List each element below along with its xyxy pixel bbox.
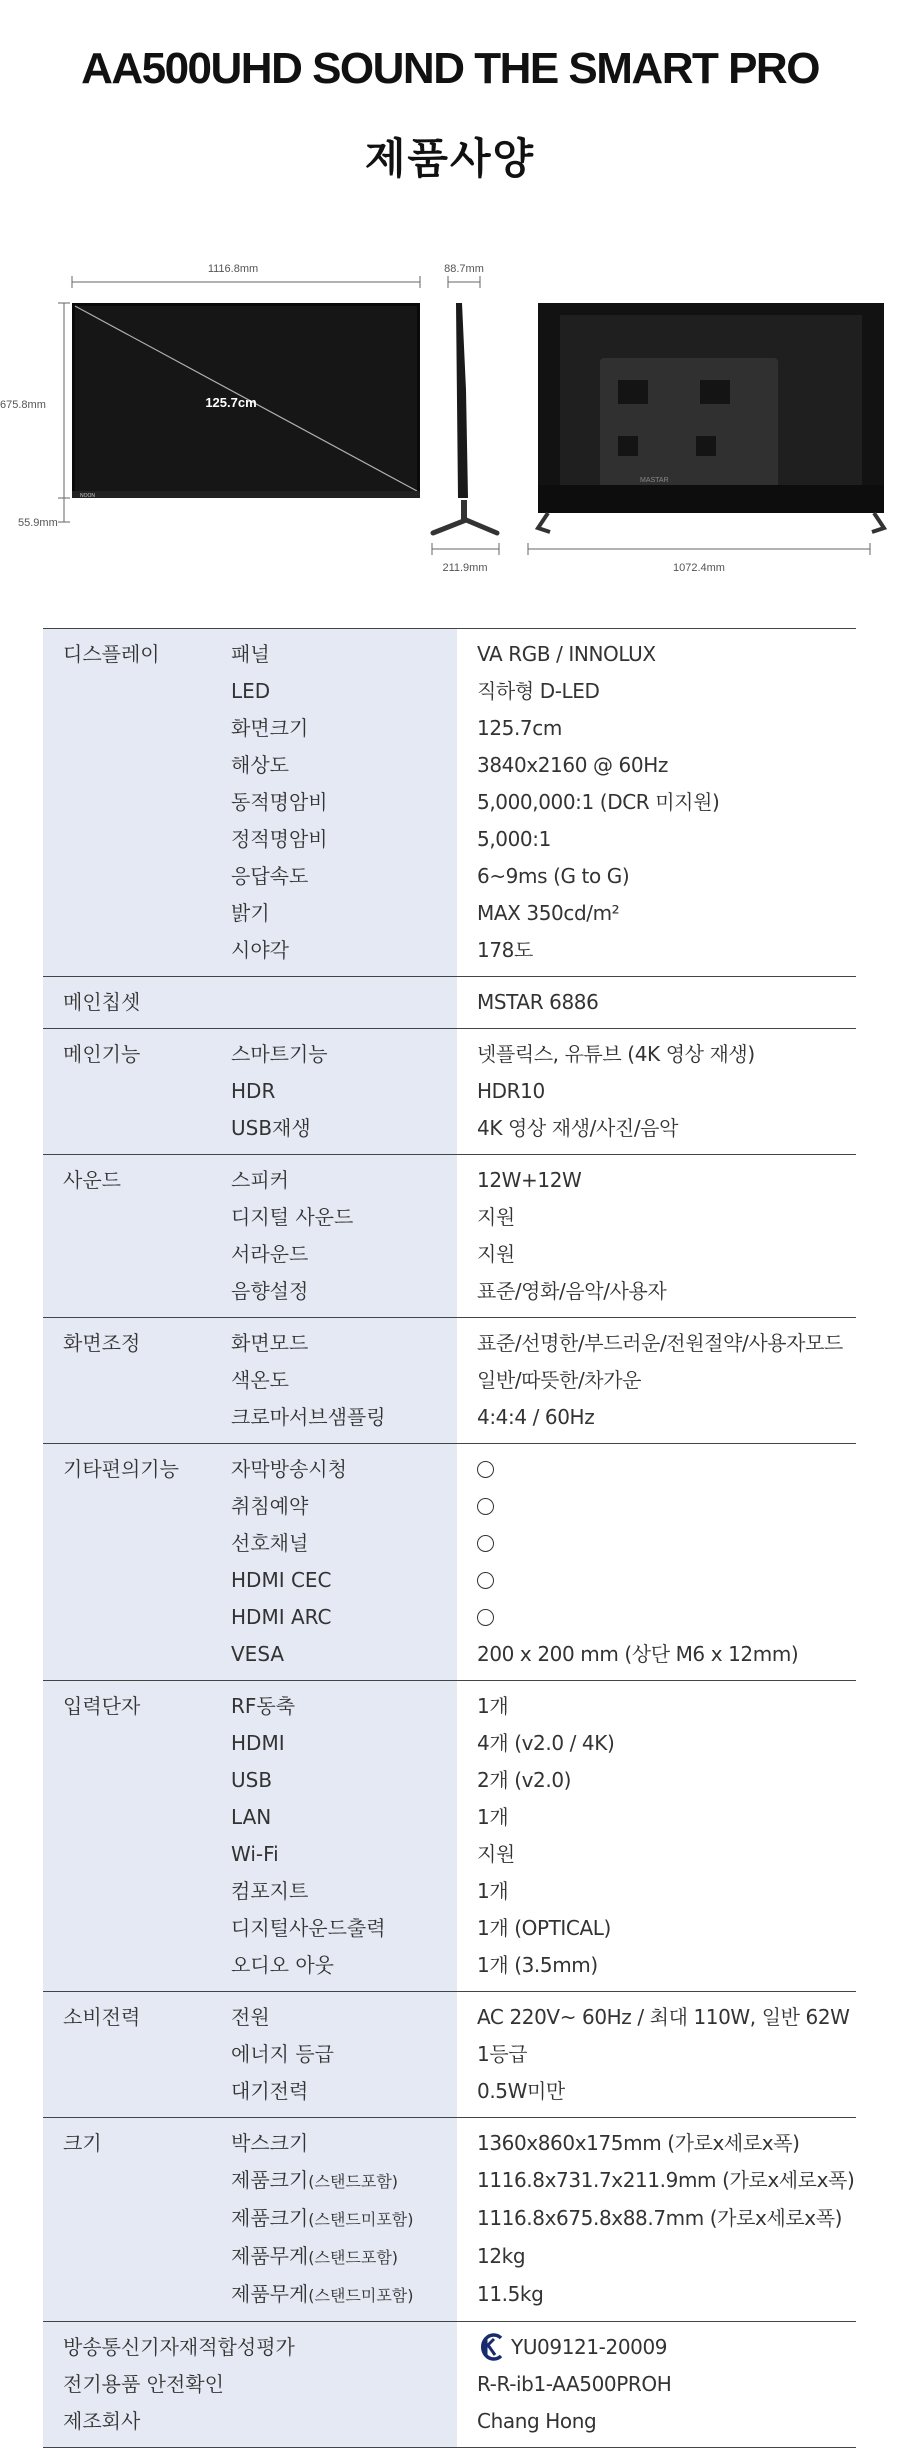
certification-label: 방송통신기자재적합성평가 xyxy=(43,2322,457,2367)
spec-label-text: 응답속도 xyxy=(231,864,309,888)
spec-category xyxy=(43,1799,209,1836)
spec-value-text: 1등급 xyxy=(477,2042,528,2066)
certification-label: 전기용품 안전확인 xyxy=(43,2366,457,2403)
spec-label xyxy=(209,2118,457,2163)
spec-value xyxy=(457,2073,856,2118)
spec-value-text: 표준/영화/음악/사용자 xyxy=(477,1279,667,1303)
spec-value xyxy=(457,1725,856,1762)
spec-row xyxy=(43,1762,856,1799)
spec-value-text: 1116.8x731.7x211.9mm (가로x세로x폭) xyxy=(477,2168,855,2192)
spec-value xyxy=(457,1073,856,1110)
spec-category xyxy=(43,1562,209,1599)
spec-value-text: 지원 xyxy=(477,1242,515,1266)
spec-label xyxy=(209,1636,457,1681)
spec-label-text: 화면모드 xyxy=(231,1331,309,1355)
spec-value-text: 1116.8x675.8x88.7mm (가로x세로x폭) xyxy=(477,2206,843,2230)
spec-label xyxy=(209,1399,457,1444)
spec-value xyxy=(457,1799,856,1836)
spec-label-text: 에너지 등급 xyxy=(231,2042,334,2066)
supported-circle-icon xyxy=(477,1461,494,1478)
width-label: 1116.8mm xyxy=(207,263,259,275)
spec-category: 화면조정 xyxy=(43,1318,209,1363)
spec-value xyxy=(457,1029,856,1074)
brand-mark: NOON xyxy=(80,493,95,499)
spec-value xyxy=(457,932,856,977)
spec-category xyxy=(43,1199,209,1236)
spec-label-note: (스탠드미포함) xyxy=(308,2286,414,2305)
spec-row xyxy=(43,1599,856,1636)
back-view xyxy=(528,303,884,574)
spec-row xyxy=(43,1910,856,1947)
spec-value-text: 일반/따뜻한/차가운 xyxy=(477,1368,642,1392)
spec-row xyxy=(43,784,856,821)
spec-row xyxy=(43,673,856,710)
spec-category xyxy=(43,2073,209,2118)
product-dimension-diagram xyxy=(0,260,900,590)
certification-value-text: YU09121-20009 xyxy=(511,2335,668,2359)
spec-label xyxy=(209,1110,457,1155)
certification-row xyxy=(43,2403,856,2448)
spec-label-text: 크로마서브샘플링 xyxy=(231,1405,386,1429)
spec-value xyxy=(457,858,856,895)
stand-depth-label: 211.9mm xyxy=(442,562,488,574)
spec-value xyxy=(457,2036,856,2073)
front-view xyxy=(0,263,420,529)
spec-category xyxy=(43,1762,209,1799)
spec-category xyxy=(43,895,209,932)
spec-label-text: 자막방송시청 xyxy=(231,1457,347,1481)
spec-value-text: 4K 영상 재생/사진/음악 xyxy=(477,1116,678,1140)
spec-label xyxy=(209,1947,457,1992)
spec-row xyxy=(43,1725,856,1762)
spec-value xyxy=(457,1562,856,1599)
spec-row xyxy=(43,1636,856,1681)
spec-value xyxy=(457,1444,856,1489)
page-title: AA500UHD SOUND THE SMART PRO xyxy=(81,44,819,93)
spec-category: 메인칩셋 xyxy=(43,977,209,1029)
spec-value xyxy=(457,2200,856,2238)
spec-value xyxy=(457,1155,856,1200)
spec-value-text: 12kg xyxy=(477,2244,526,2268)
spec-label-text: 선호채널 xyxy=(231,1531,309,1555)
spec-row xyxy=(43,1947,856,1992)
spec-category xyxy=(43,1910,209,1947)
spec-label xyxy=(209,895,457,932)
spec-label-text: LAN xyxy=(231,1805,272,1829)
spec-category xyxy=(43,2276,209,2322)
spec-label xyxy=(209,1444,457,1489)
spec-category xyxy=(43,1725,209,1762)
spec-value-text: 4개 (v2.0 / 4K) xyxy=(477,1731,615,1755)
spec-value xyxy=(457,784,856,821)
spec-category xyxy=(43,2162,209,2200)
spec-label xyxy=(209,932,457,977)
spec-category xyxy=(43,1599,209,1636)
spec-label xyxy=(209,2073,457,2118)
page-subtitle: 제품사양 xyxy=(364,134,536,183)
spec-value-text: 1개 xyxy=(477,1694,509,1718)
spec-label-text: VESA xyxy=(231,1642,285,1666)
spec-label xyxy=(209,629,457,674)
spec-label xyxy=(209,1992,457,2037)
spec-label-text: 해상도 xyxy=(231,753,289,777)
spec-label xyxy=(209,2238,457,2276)
spec-category xyxy=(43,1236,209,1273)
spec-value-text: 직하형 D-LED xyxy=(477,679,600,703)
spec-category xyxy=(43,1525,209,1562)
spec-row xyxy=(43,2036,856,2073)
spec-value-text: 2개 (v2.0) xyxy=(477,1768,572,1792)
spec-value xyxy=(457,1762,856,1799)
supported-circle-icon xyxy=(477,1498,494,1515)
spec-row xyxy=(43,1073,856,1110)
spec-label xyxy=(209,1273,457,1318)
spec-label-text: 시야각 xyxy=(231,938,289,962)
spec-category: 크기 xyxy=(43,2118,209,2163)
spec-label-text: 색온도 xyxy=(231,1368,289,1392)
spec-value-text: 지원 xyxy=(477,1842,515,1866)
spec-value xyxy=(457,1836,856,1873)
spec-row xyxy=(43,977,856,1029)
spec-label-text: 대기전력 xyxy=(231,2079,309,2103)
spec-label xyxy=(209,673,457,710)
spec-label-text: HDMI CEC xyxy=(231,1568,332,1592)
spec-category: 메인기능 xyxy=(43,1029,209,1074)
spec-value-text: MSTAR 6886 xyxy=(477,990,599,1014)
spec-value xyxy=(457,1273,856,1318)
spec-label xyxy=(209,1762,457,1799)
spec-category xyxy=(43,1362,209,1399)
spec-label-text: 제품무게 xyxy=(231,2282,309,2306)
spec-value xyxy=(457,2118,856,2163)
spec-label-text: HDR xyxy=(231,1079,276,1103)
spec-label-text: 컴포지트 xyxy=(231,1879,309,1903)
spec-label-text: 음향설정 xyxy=(231,1279,309,1303)
spec-value-text: 0.5W미만 xyxy=(477,2079,565,2103)
spec-row xyxy=(43,2118,856,2163)
spec-label-text: 서라운드 xyxy=(231,1242,309,1266)
spec-value xyxy=(457,1110,856,1155)
spec-value-text: 지원 xyxy=(477,1205,515,1229)
certification-row xyxy=(43,2322,856,2367)
spec-label xyxy=(209,2276,457,2322)
spec-value-text: 1개 (3.5mm) xyxy=(477,1953,598,1977)
spec-value-text: 표준/선명한/부드러운/전원절약/사용자모드 xyxy=(477,1331,843,1355)
spec-label xyxy=(209,784,457,821)
spec-group xyxy=(43,2118,856,2322)
spec-label-text: 디지털사운드출력 xyxy=(231,1916,386,1940)
spec-label xyxy=(209,1562,457,1599)
spec-value-text: 125.7cm xyxy=(477,716,562,740)
spec-value-text: 200 x 200 mm (상단 M6 x 12mm) xyxy=(477,1642,799,1666)
spec-value xyxy=(457,821,856,858)
spec-category xyxy=(43,2200,209,2238)
spec-label-text: 패널 xyxy=(231,642,270,666)
spec-group xyxy=(43,977,856,1029)
spec-group xyxy=(43,629,856,977)
spec-category xyxy=(43,1873,209,1910)
spec-row xyxy=(43,821,856,858)
spec-category xyxy=(43,1110,209,1155)
spec-group xyxy=(43,1155,856,1318)
spec-value-text: 1개 xyxy=(477,1879,509,1903)
spec-label-text: 전원 xyxy=(231,2005,270,2029)
certification-value xyxy=(457,2403,856,2448)
spec-label xyxy=(209,1199,457,1236)
spec-value-text: AC 220V~ 60Hz / 최대 110W, 일반 62W xyxy=(477,2005,850,2029)
certification-value-text: R-R-ib1-AA500PROH xyxy=(477,2372,672,2396)
spec-label-text: USB재생 xyxy=(231,1116,311,1140)
spec-label xyxy=(209,2200,457,2238)
spec-category xyxy=(43,932,209,977)
height-label: 675.8mm xyxy=(0,399,46,411)
spec-value xyxy=(457,1399,856,1444)
spec-label xyxy=(209,2162,457,2200)
spec-label xyxy=(209,1725,457,1762)
spec-row xyxy=(43,710,856,747)
spec-value xyxy=(457,1236,856,1273)
spec-category: 입력단자 xyxy=(43,1681,209,1726)
spec-label xyxy=(209,821,457,858)
spec-label xyxy=(209,1525,457,1562)
spec-label xyxy=(209,1362,457,1399)
spec-row xyxy=(43,1362,856,1399)
spec-label xyxy=(209,1873,457,1910)
back-label: MASTAR xyxy=(640,477,669,484)
spec-value-text: 11.5kg xyxy=(477,2282,544,2306)
spec-label-note: (스탠드포함) xyxy=(308,2172,399,2191)
spec-row xyxy=(43,747,856,784)
spec-category xyxy=(43,1488,209,1525)
spec-value-text: 4:4:4 / 60Hz xyxy=(477,1405,595,1429)
supported-circle-icon xyxy=(477,1609,494,1626)
spec-row xyxy=(43,1199,856,1236)
spec-value xyxy=(457,2238,856,2276)
stand-width-label: 1072.4mm xyxy=(673,562,725,574)
spec-row xyxy=(43,1399,856,1444)
certification-value xyxy=(457,2366,856,2403)
spec-label-text: 제품무게 xyxy=(231,2244,309,2268)
spec-value xyxy=(457,673,856,710)
spec-label-text: HDMI ARC xyxy=(231,1605,332,1629)
spec-value xyxy=(457,1488,856,1525)
spec-group xyxy=(43,1992,856,2118)
spec-row xyxy=(43,858,856,895)
stand-height-label: 55.9mm xyxy=(18,517,58,529)
spec-value-text: HDR10 xyxy=(477,1079,545,1103)
spec-value xyxy=(457,1636,856,1681)
spec-value xyxy=(457,1318,856,1363)
spec-group xyxy=(43,1318,856,1444)
spec-category xyxy=(43,1636,209,1681)
spec-value-text: 3840x2160 @ 60Hz xyxy=(477,753,668,777)
spec-row xyxy=(43,2073,856,2118)
certification-row xyxy=(43,2366,856,2403)
spec-value-text: 12W+12W xyxy=(477,1168,582,1192)
spec-label xyxy=(209,1318,457,1363)
spec-value xyxy=(457,1199,856,1236)
spec-category xyxy=(43,784,209,821)
spec-label-text: 취침예약 xyxy=(231,1494,309,1518)
spec-category: 기타편의기능 xyxy=(43,1444,209,1489)
spec-label xyxy=(209,1799,457,1836)
diagonal-label: 125.7cm xyxy=(205,395,257,410)
spec-label xyxy=(209,1029,457,1074)
spec-value xyxy=(457,895,856,932)
spec-row xyxy=(43,1992,856,2037)
spec-category xyxy=(43,710,209,747)
spec-category xyxy=(43,673,209,710)
spec-label-text: 제품크기 xyxy=(231,2206,309,2230)
spec-label xyxy=(209,1488,457,1525)
spec-label xyxy=(209,1599,457,1636)
spec-group xyxy=(43,1444,856,1681)
spec-label-note: (스탠드포함) xyxy=(308,2248,399,2267)
spec-row xyxy=(43,1110,856,1155)
spec-category xyxy=(43,1836,209,1873)
spec-value-text: 5,000:1 xyxy=(477,827,551,851)
spec-category xyxy=(43,2036,209,2073)
spec-row xyxy=(43,895,856,932)
spec-label-text: USB xyxy=(231,1768,273,1792)
spec-label xyxy=(209,1836,457,1873)
spec-row xyxy=(43,1873,856,1910)
spec-row xyxy=(43,2162,856,2200)
spec-label-text: RF동축 xyxy=(231,1694,296,1718)
spec-label-text: HDMI xyxy=(231,1731,285,1755)
spec-value-text: 1360x860x175mm (가로x세로x폭) xyxy=(477,2131,800,2155)
spec-category: 소비전력 xyxy=(43,1992,209,2037)
spec-label-text: LED xyxy=(231,679,271,703)
spec-label-text: 오디오 아웃 xyxy=(231,1953,334,1977)
spec-group xyxy=(43,1029,856,1155)
spec-value xyxy=(457,1992,856,2037)
spec-label-text: 화면크기 xyxy=(231,716,309,740)
spec-category xyxy=(43,1073,209,1110)
spec-category xyxy=(43,858,209,895)
supported-circle-icon xyxy=(477,1535,494,1552)
certification-group xyxy=(43,2322,856,2448)
spec-row xyxy=(43,2200,856,2238)
spec-label xyxy=(209,1236,457,1273)
spec-row xyxy=(43,1444,856,1489)
spec-value xyxy=(457,710,856,747)
spec-value-text: 1개 (OPTICAL) xyxy=(477,1916,611,1940)
spec-label-text: 제품크기 xyxy=(231,2168,309,2192)
spec-value xyxy=(457,1947,856,1992)
spec-label-note: (스탠드미포함) xyxy=(308,2210,414,2229)
spec-value-text: 1개 xyxy=(477,1805,509,1829)
spec-label xyxy=(209,2036,457,2073)
spec-row xyxy=(43,2276,856,2322)
spec-value xyxy=(457,977,856,1029)
spec-value-text: 넷플릭스, 유튜브 (4K 영상 재생) xyxy=(477,1042,755,1066)
spec-row xyxy=(43,1681,856,1726)
supported-circle-icon xyxy=(477,1572,494,1589)
kc-mark-icon xyxy=(477,2331,505,2363)
spec-value xyxy=(457,1525,856,1562)
spec-label-text: 디지털 사운드 xyxy=(231,1205,354,1229)
spec-label xyxy=(209,977,457,1029)
spec-row xyxy=(43,1236,856,1273)
spec-category xyxy=(43,821,209,858)
spec-category xyxy=(43,1273,209,1318)
spec-value xyxy=(457,2162,856,2200)
spec-category: 사운드 xyxy=(43,1155,209,1200)
spec-label xyxy=(209,858,457,895)
spec-row xyxy=(43,1562,856,1599)
spec-value-text: 5,000,000:1 (DCR 미지원) xyxy=(477,790,720,814)
spec-value-text: 178도 xyxy=(477,938,533,962)
spec-category: 디스플레이 xyxy=(43,629,209,674)
certification-label: 제조회사 xyxy=(43,2403,457,2448)
spec-value xyxy=(457,1599,856,1636)
spec-label xyxy=(209,1681,457,1726)
spec-value xyxy=(457,747,856,784)
spec-label-text: 박스크기 xyxy=(231,2131,309,2155)
spec-label-text: 스피커 xyxy=(231,1168,289,1192)
spec-row xyxy=(43,2238,856,2276)
spec-value xyxy=(457,1362,856,1399)
depth-label: 88.7mm xyxy=(444,263,484,275)
spec-label-text: 밝기 xyxy=(231,901,270,925)
spec-value xyxy=(457,2276,856,2322)
spec-label xyxy=(209,1073,457,1110)
spec-row xyxy=(43,1155,856,1200)
spec-row xyxy=(43,1836,856,1873)
spec-label xyxy=(209,710,457,747)
spec-row xyxy=(43,1488,856,1525)
spec-row xyxy=(43,1799,856,1836)
spec-table xyxy=(43,628,856,2448)
spec-label-text: Wi-Fi xyxy=(231,1842,279,1866)
spec-row xyxy=(43,1273,856,1318)
spec-value-text: VA RGB / INNOLUX xyxy=(477,642,656,666)
spec-value xyxy=(457,629,856,674)
spec-category xyxy=(43,1399,209,1444)
spec-category xyxy=(43,1947,209,1992)
side-view xyxy=(432,263,499,574)
spec-label xyxy=(209,1155,457,1200)
spec-label xyxy=(209,747,457,784)
spec-value xyxy=(457,1910,856,1947)
certification-value xyxy=(457,2322,856,2367)
spec-label xyxy=(209,1910,457,1947)
spec-label-text: 스마트기능 xyxy=(231,1042,328,1066)
spec-row xyxy=(43,1318,856,1363)
spec-value-text: MAX 350cd/m² xyxy=(477,901,620,925)
spec-row xyxy=(43,1029,856,1074)
spec-label-text: 정적명암비 xyxy=(231,827,328,851)
spec-row xyxy=(43,932,856,977)
spec-row xyxy=(43,629,856,674)
spec-group xyxy=(43,1681,856,1992)
spec-label-text: 동적명암비 xyxy=(231,790,328,814)
spec-category xyxy=(43,747,209,784)
spec-row xyxy=(43,1525,856,1562)
spec-value-text: 6~9ms (G to G) xyxy=(477,864,630,888)
certification-value-text: Chang Hong xyxy=(477,2409,597,2433)
spec-category xyxy=(43,2238,209,2276)
spec-value xyxy=(457,1873,856,1910)
spec-value xyxy=(457,1681,856,1726)
